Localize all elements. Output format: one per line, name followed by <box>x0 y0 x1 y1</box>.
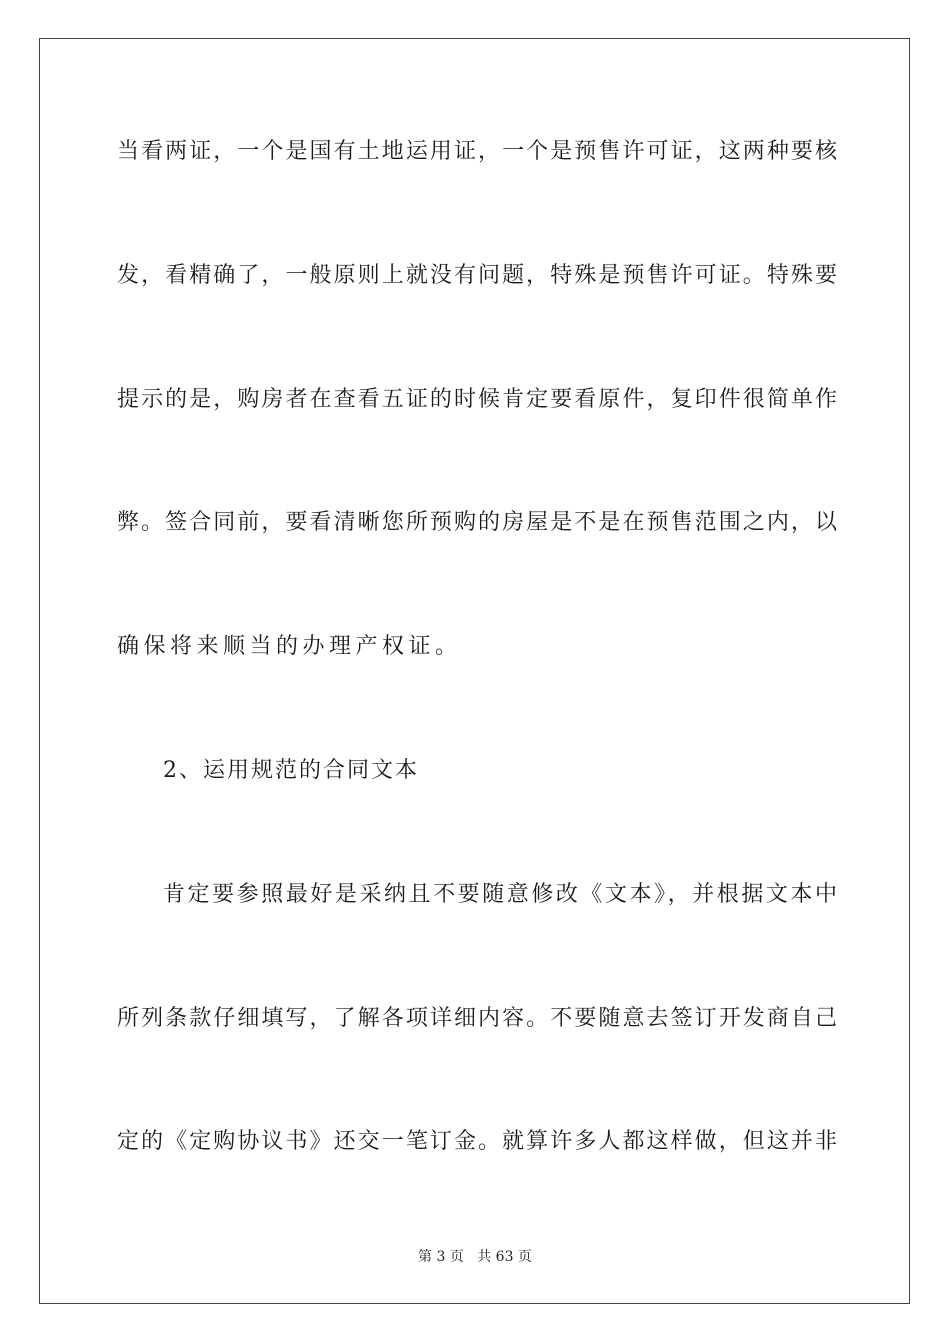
body-line-7: 所列条款仔细填写，了解各项详细内容。不要随意去签订开发商自己 <box>117 1006 837 1031</box>
page-total: 共 63 页 <box>477 1249 532 1265</box>
page-number: 第 3 页 <box>418 1249 464 1265</box>
body-line-8: 定的《定购协议书》还交一笔订金。就算许多人都这样做，但这并非 <box>117 1129 837 1154</box>
body-line-6: 肯定要参照最好是采纳且不要随意修改《文本》，并根据文本中 <box>163 882 837 907</box>
section-heading: 2、运用规范的合同文本 <box>163 758 419 783</box>
body-line-4: 弊。签合同前，要看清晰您所预购的房屋是不是在预售范围之内，以 <box>117 510 837 535</box>
body-line-5: 确保将来顺当的办理产权证。 <box>117 634 462 659</box>
page-footer <box>0 1246 950 1266</box>
body-line-1: 当看两证，一个是国有土地运用证，一个是预售许可证，这两种要核 <box>117 139 837 164</box>
page-border <box>39 38 910 1304</box>
body-line-3: 提示的是，购房者在查看五证的时候肯定要看原件，复印件很简单作 <box>117 387 837 412</box>
body-line-2: 发，看精确了，一般原则上就没有问题，特殊是预售许可证。特殊要 <box>117 263 837 288</box>
